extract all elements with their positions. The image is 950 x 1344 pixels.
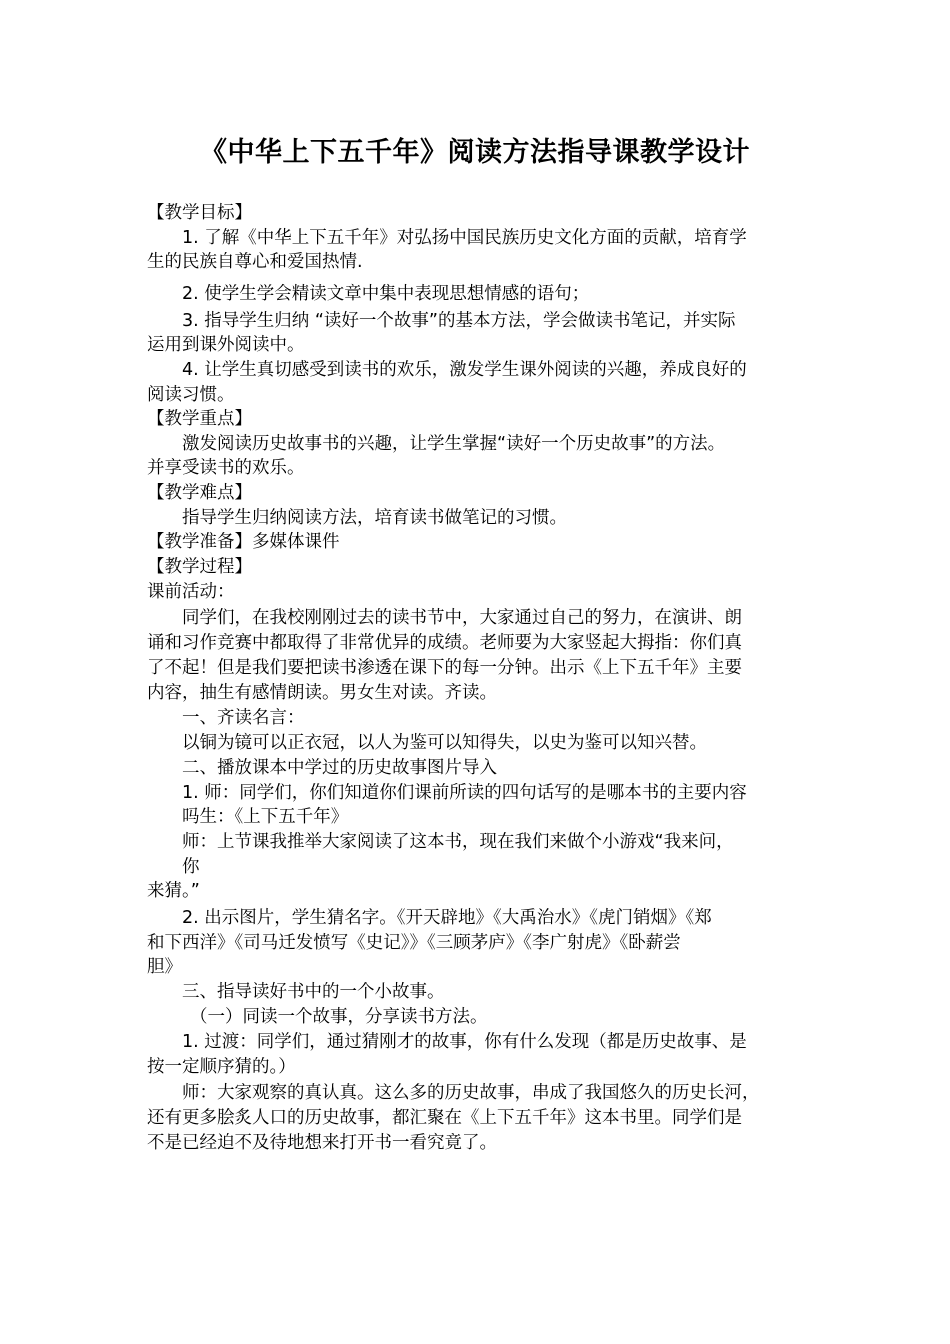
paragraph-line: 吗生：《上下五千年》	[182, 807, 349, 827]
paragraph-line: 还有更多脍炙人口的历史故事，都汇聚在《上下五千年》这本书里。同学们是	[147, 1108, 742, 1128]
paragraph-line: 不是已经迫不及待地想来打开书一看究竟了。	[147, 1133, 497, 1153]
paragraph-line: 2. 出示图片，学生猜名字。《开天辟地》《大禹治水》《虎门销烟》《郑	[182, 908, 712, 928]
section-heading-preparation: 【教学准备】多媒体课件	[147, 532, 340, 552]
paragraph-line: 和下西洋》《司马迁发愤写《史记》》《三顾茅庐》《李广射虎》《卧薪尝	[147, 933, 681, 953]
section-heading-objectives: 【教学目标】	[147, 203, 252, 223]
document-title: 《中华上下五千年》阅读方法指导课教学设计	[200, 137, 750, 168]
section-heading-difficulties: 【教学难点】	[147, 483, 252, 503]
section-heading-key-points: 【教学重点】	[147, 409, 252, 429]
paragraph-line: 胆》	[147, 957, 182, 977]
paragraph-line: 来猜。”	[147, 881, 200, 901]
paragraph-line: 按一定顺序猜的。）	[147, 1057, 296, 1077]
paragraph-line: 同学们，在我校刚刚过去的读书节中，大家通过自己的努力，在演讲、朗	[182, 608, 742, 628]
paragraph-line: 了不起！但是我们要把读书渗透在课下的每一分钟。出示《上下五千年》主要	[147, 658, 742, 678]
paragraph-line: 师：上节课我推举大家阅读了这本书，现在我们来做个小游戏“我来问，	[182, 832, 734, 852]
paragraph-line: 1. 了解《中华上下五千年》对弘扬中国民族历史文化方面的贡献，培育学	[182, 228, 747, 248]
paragraph-line: 3. 指导学生归纳 “读好一个故事”的基本方法，学会做读书笔记，并实际	[182, 311, 736, 331]
paragraph-line: 2. 使学生学会精读文章中集中表现思想情感的语句；	[182, 284, 590, 304]
paragraph-line: （一）同读一个故事，分享读书方法。	[190, 1007, 488, 1027]
paragraph-line: 你	[182, 857, 200, 877]
paragraph-line: 生的民族自尊心和爱国热情.	[147, 252, 363, 272]
paragraph-line: 内容，抽生有感情朗读。男女生对读。齐读。	[147, 683, 497, 703]
paragraph-line: 三、指导读好书中的一个小故事。	[182, 982, 445, 1002]
paragraph-line: 运用到课外阅读中。	[147, 335, 305, 355]
section-heading-process: 【教学过程】	[147, 557, 252, 577]
paragraph-line: 诵和习作竞赛中都取得了非常优异的成绩。老师要为大家竖起大拇指：你们真	[147, 633, 742, 653]
paragraph-line: 阅读习惯。	[147, 385, 235, 405]
paragraph-line: 二、播放课本中学过的历史故事图片导入	[182, 758, 497, 778]
paragraph-line: 并享受读书的欢乐。	[147, 458, 305, 478]
paragraph-line: 以铜为镜可以正衣冠，以人为鉴可以知得失，以史为鉴可以知兴替。	[182, 733, 707, 753]
paragraph-line: 师：大家观察的真认真。这么多的历史故事，串成了我国悠久的历史长河，	[182, 1083, 760, 1103]
paragraph-line: 一、齐读名言：	[182, 708, 305, 728]
paragraph-line: 指导学生归纳阅读方法，培育读书做笔记的习惯。	[182, 508, 567, 528]
paragraph-line: 4. 让学生真切感受到读书的欢乐，激发学生课外阅读的兴趣，养成良好的	[182, 360, 747, 380]
paragraph-line: 1. 过渡：同学们，通过猜刚才的故事，你有什么发现（都是历史故事、是	[182, 1032, 747, 1052]
paragraph-line: 激发阅读历史故事书的兴趣，让学生掌握“读好一个历史故事”的方法。	[182, 434, 726, 454]
paragraph-line: 课前活动：	[147, 582, 235, 602]
paragraph-line: 1. 师：同学们，你们知道你们课前所读的四句话写的是哪本书的主要内容	[182, 783, 747, 803]
